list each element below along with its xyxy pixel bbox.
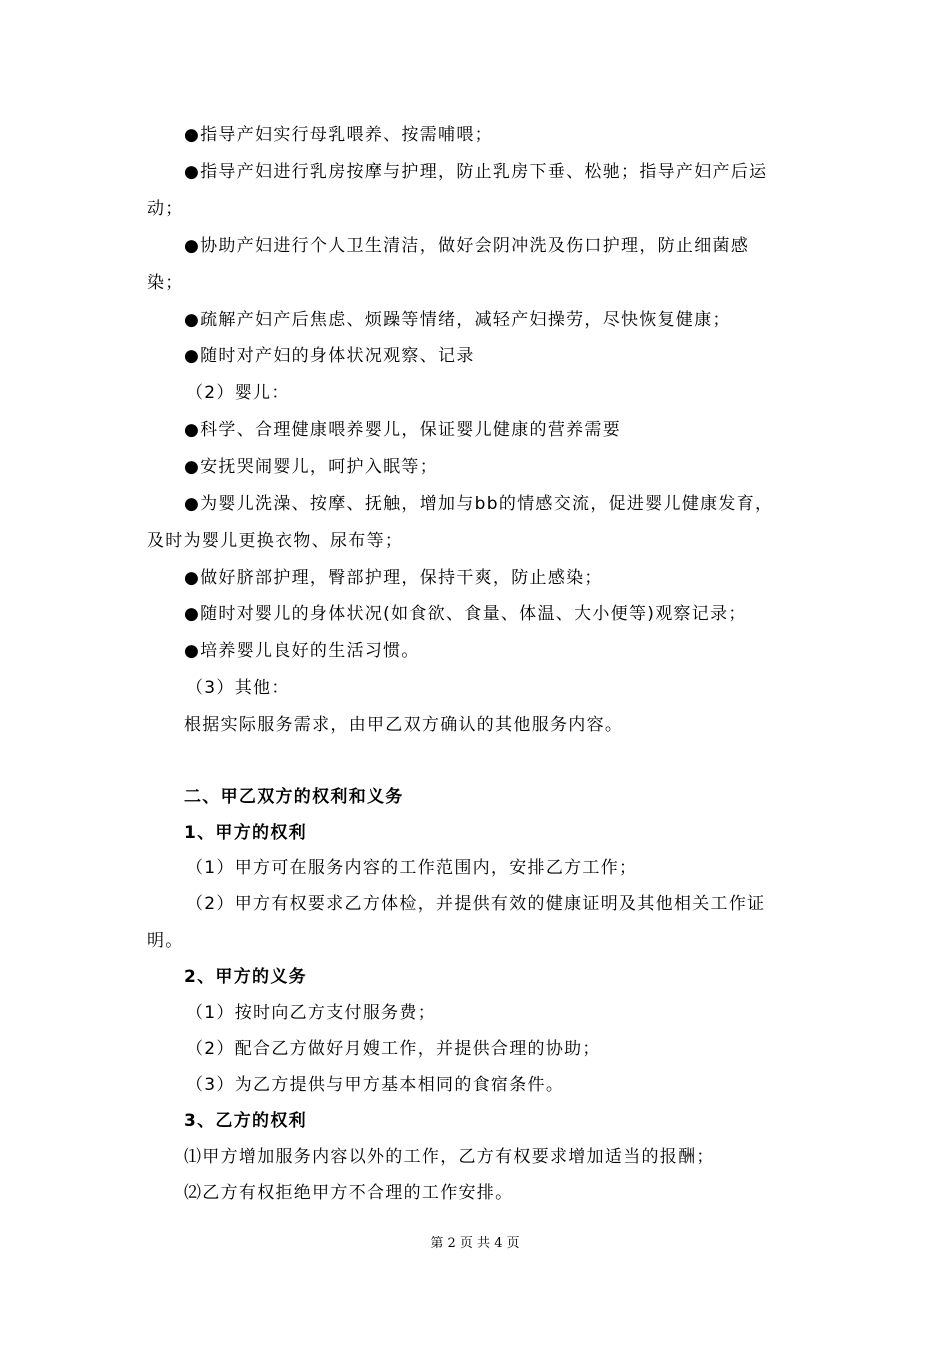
party-a-duties-item-2: （2）配合乙方做好月嫂工作，并提供合理的协助； — [186, 1039, 601, 1059]
mother-care-item-breastfeeding: ●指导产妇实行母乳喂养、按需哺喂； — [184, 125, 493, 145]
mother-care-item-emotion: ●疏解产妇产后焦虑、烦躁等情绪，减轻产妇操劳，尽快恢复健康； — [184, 310, 731, 330]
mother-care-item-breast-massage-cont: 动； — [147, 199, 184, 219]
baby-care-item-bathing: ●为婴儿洗澡、按摩、抚触，增加与bb的情感交流，促进婴儿健康发育， — [184, 494, 774, 514]
page-footer: 第 2 页 共 4 页 — [430, 1236, 520, 1251]
baby-care-item-navel: ●做好脐部护理，臀部护理，保持干爽，防止感染； — [184, 568, 603, 588]
mother-care-item-hygiene-cont: 染； — [147, 273, 184, 293]
other-heading: （3）其他： — [186, 678, 290, 698]
party-b-rights-item-1: ⑴甲方增加服务内容以外的工作，乙方有权要求增加适当的报酬； — [184, 1147, 715, 1167]
mother-care-item-breast-massage: ●指导产妇进行乳房按摩与护理，防止乳房下垂、松驰；指导产妇产后运 — [184, 162, 768, 182]
other-text: 根据实际服务需求，由甲乙双方确认的其他服务内容。 — [184, 715, 624, 735]
baby-care-item-soothe: ●安抚哭闹婴儿，呵护入眠等； — [184, 457, 439, 477]
baby-care-item-observe: ●随时对婴儿的身体状况(如食欲、食量、体温、大小便等)观察记录； — [184, 604, 747, 624]
party-b-rights-heading: 3、乙方的权利 — [184, 1111, 307, 1131]
baby-care-item-bathing-cont: 及时为婴儿更换衣物、尿布等； — [147, 531, 404, 551]
baby-care-heading: （2）婴儿： — [186, 383, 290, 403]
party-a-duties-item-3: （3）为乙方提供与甲方基本相同的食宿条件。 — [186, 1075, 565, 1095]
party-a-rights-item-2: （2）甲方有权要求乙方体检，并提供有效的健康证明及其他相关工作证 — [186, 894, 766, 914]
baby-care-item-feeding: ●科学、合理健康喂养婴儿，保证婴儿健康的营养需要 — [184, 420, 622, 440]
section-title: 二、甲乙双方的权利和义务 — [184, 787, 404, 807]
party-a-rights-item-2-cont: 明。 — [147, 931, 184, 951]
party-b-rights-item-2: ⑵乙方有权拒绝甲方不合理的工作安排。 — [184, 1183, 514, 1203]
party-a-duties-item-1: （1）按时向乙方支付服务费； — [186, 1003, 437, 1023]
mother-care-item-hygiene: ●协助产妇进行个人卫生清洁，做好会阴冲洗及伤口护理，防止细菌感 — [184, 236, 750, 256]
baby-care-item-habits: ●培养婴儿良好的生活习惯。 — [184, 641, 420, 661]
party-a-rights-item-1: （1）甲方可在服务内容的工作范围内，安排乙方工作； — [186, 858, 638, 878]
party-a-duties-heading: 2、甲方的义务 — [184, 967, 307, 987]
mother-care-item-observe: ●随时对产妇的身体状况观察、记录 — [184, 346, 475, 366]
party-a-rights-heading: 1、甲方的权利 — [184, 823, 307, 843]
